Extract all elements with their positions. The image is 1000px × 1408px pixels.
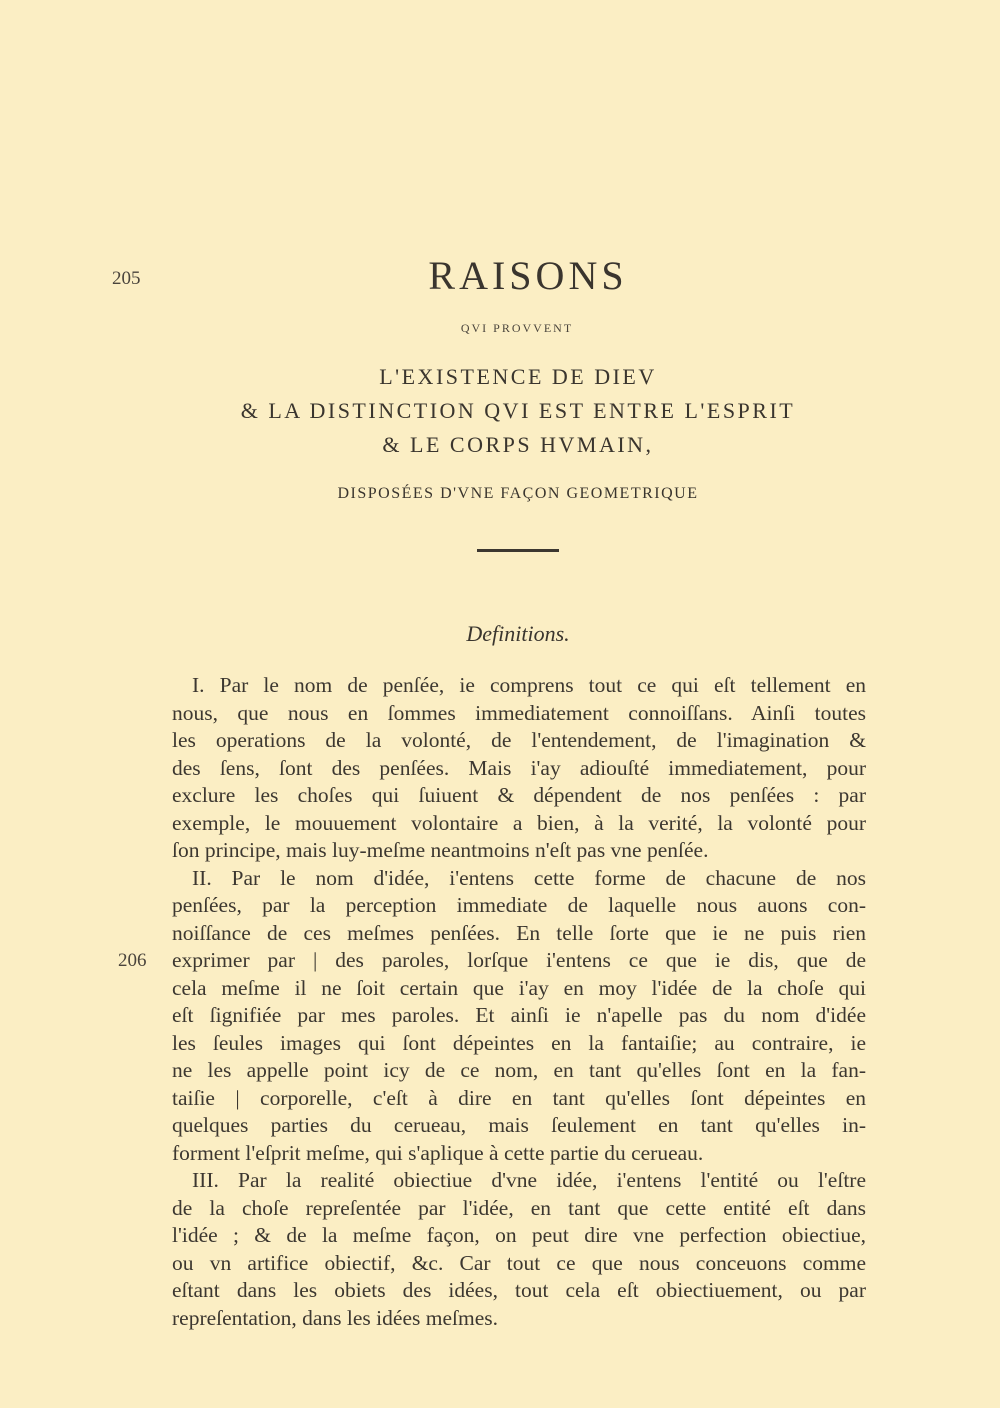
text-line: les ſeules images qui ſont dépeintes en la fantaiſie; au contraire, ie	[172, 1030, 866, 1055]
text-line: ſon principe, mais luy-meſme neantmoins n'eſt pas vne penſée.	[172, 838, 709, 862]
text-line: penſées, par la perception immediate de laquelle nous auons con-	[172, 893, 866, 917]
margin-page-number-top: 205	[112, 268, 141, 289]
text-line: II. Par le nom d'idée, i'entens cette forme de chacune de nos	[192, 865, 866, 890]
text-line: repreſentation, dans les idées meſmes.	[172, 1305, 498, 1330]
page-title: RAISONS	[428, 253, 628, 298]
section-title: Definitions.	[466, 621, 570, 646]
margin-page-number-mid: 206	[118, 950, 147, 971]
text-line: de la choſe repreſentée par l'idée, en tant que cette entité eſt dans	[172, 1195, 866, 1220]
text-line: exemple, le mouuement volontaire a bien, à la verité, la volonté pour	[172, 810, 866, 835]
text-line: noiſſance de ces meſmes penſées. En telle ſorte que ie ne puis rien	[172, 920, 866, 945]
heading-disposees: DISPOSÉES D'VNE FAÇON GEOMETRIQUE	[337, 485, 699, 502]
text-line: quelques parties du cerueau, mais ſeulement en tant qu'elles in-	[172, 1113, 866, 1137]
divider-rule	[477, 549, 559, 552]
text-line: cela meſme il ne ſoit certain que i'ay en moy l'idée de la choſe qui	[172, 975, 866, 1000]
body-text	[172, 672, 866, 1332]
text-line: exprimer par | des paroles, lorſque i'entens ce que ie dis, que de	[172, 948, 866, 972]
text-line: III. Par la realité obiectiue d'vne idée, i'entens l'entité ou l'eſtre	[192, 1168, 866, 1192]
text-line: forment l'eſprit meſme, qui s'aplique à cette partie du cerueau.	[172, 1140, 704, 1165]
text-line: nous, que nous en ſommes immediatement connoiſſans. Ainſi toutes	[172, 700, 866, 725]
text-line: les operations de la volonté, de l'entendement, de l'imagination &	[172, 728, 866, 752]
text-line: ou vn artifice obiectif, &c. Car tout ce que nous conceuons comme	[172, 1250, 866, 1275]
text-line: eſtant dans les obiets des idées, tout cela eſt obiectiuement, ou par	[172, 1278, 866, 1302]
text-line: exclure les choſes qui ſuiuent & dépendent de nos penſées : par	[172, 783, 866, 807]
heading-line-1: L'EXISTENCE DE DIEV	[379, 364, 657, 389]
text-line: eſt ſignifiée par mes paroles. Et ainſi ie n'apelle pas du nom d'idée	[172, 1003, 866, 1027]
heading-line-3: & LE CORPS HVMAIN,	[382, 432, 654, 457]
heading-line-2: & LA DISTINCTION QVI EST ENTRE L'ESPRIT	[240, 398, 796, 423]
text-line: des ſens, ſont des penſées. Mais i'ay adiouſté immediatement, pour	[172, 755, 866, 780]
subtitle-small-caps: QVI PROVVENT	[460, 321, 574, 335]
text-line: taiſie | corporelle, c'eſt à dire en tant qu'elles ſont dépeintes en	[172, 1085, 866, 1110]
text-line: I. Par le nom de penſée, ie comprens tout ce qui eſt tellement en	[192, 673, 866, 697]
text-line: ne les appelle point icy de ce nom, en tant qu'elles ſont en la fan-	[172, 1058, 866, 1082]
text-line: l'idée ; & de la meſme façon, on peut dire vne perfection obiectiue,	[172, 1223, 866, 1247]
